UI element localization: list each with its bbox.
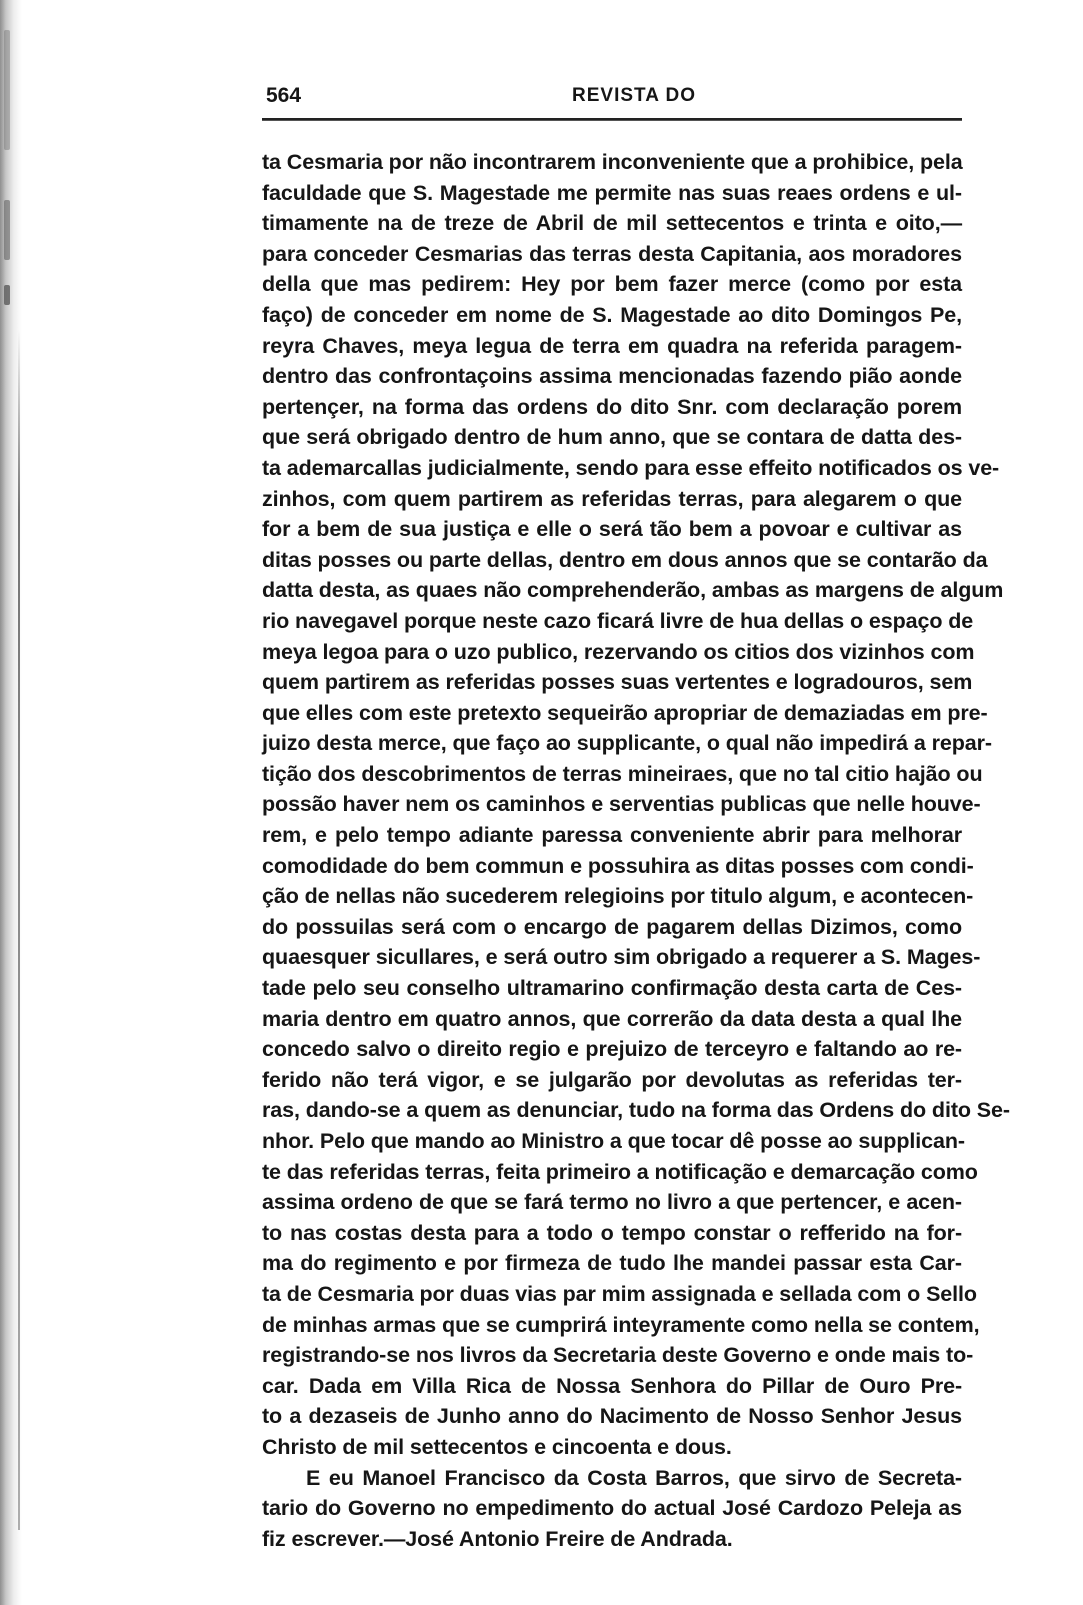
text-line: comodidade do bem commun e possuhira as ditas posses com condi-: [262, 853, 974, 878]
text-line: ras, dando-se a quem as denunciar, tudo na forma das Ordens do dito Se-: [262, 1098, 1010, 1123]
scan-edge-mark: [4, 30, 10, 150]
text-line: nhor. Pelo que mando ao Ministro a que tocar dê posse ao supplican-: [262, 1129, 965, 1153]
text-line: maria dentro em quatro annos, que correrão da data desta a qual lhe: [262, 1006, 962, 1031]
text-line: juizo desta merce, que faço ao supplicante, o qual não impedirá a repar-: [262, 731, 992, 756]
body-text: [262, 147, 1010, 1554]
text-line: ta ademarcallas judicialmente, sendo para esse effeito notificados os ve-: [262, 455, 1000, 480]
text-line: della que mas pedirem: Hey por bem fazer merce (como por esta: [262, 272, 962, 297]
text-line: ta Cesmaria por não incontrarem inconveniente que a prohibice, pela: [262, 150, 963, 174]
text-line: to nas costas desta para a todo o tempo constar o refferido na for-: [262, 1220, 962, 1245]
page-header: [262, 84, 972, 118]
document-page: [262, 84, 1010, 1554]
text-line: rio navegavel porque neste cazo ficará livre de hua dellas o espaço de: [262, 608, 974, 633]
text-line: timamente na de treze de Abril de mil settecentos e trinta e oito,—: [262, 211, 962, 236]
text-line: quaesquer sicullares, e será outro sim obrigado a requerer a S. Mages-: [262, 945, 981, 970]
text-line: rem, e pelo tempo adiante paressa conveniente abrir para melhorar: [262, 823, 962, 848]
text-line: concedo salvo o direito regio e prejuizo de terceyro e faltando ao re-: [262, 1037, 962, 1062]
text-line: que será obrigado dentro de hum anno, que se contara de datta des-: [262, 425, 962, 450]
text-line: do possuilas será com o encargo de pagarem dellas Dizimos, como: [262, 914, 962, 939]
text-line: quem partirem as referidas posses suas vertentes e logradouros, sem: [262, 670, 973, 695]
text-line: to a dezaseis de Junho anno do Nacimento de Nosso Senhor Jesus: [262, 1404, 962, 1429]
text-line: te das referidas terras, feita primeiro a notificação e demarcação como: [262, 1159, 978, 1184]
text-line: for a bem de sua justiça e elle o será tão bem a povoar e cultivar as: [262, 517, 962, 542]
text-line: assima ordeno de que se fará termo no livro a que pertencer, e acen-: [262, 1190, 962, 1215]
running-title: REVISTA DO: [572, 85, 697, 106]
scan-edge-mark: [4, 285, 10, 305]
text-line: dentro das confrontaçoins assima mencionadas fazendo pião aonde: [262, 364, 962, 389]
scan-gutter-shadow: [0, 0, 22, 1605]
text-line: tario do Governo no empedimento do actual José Cardozo Peleja as: [262, 1496, 962, 1521]
text-line: faculdade que S. Magestade me permite nas suas reaes ordens e ul-: [262, 180, 962, 205]
paragraph-1: [262, 147, 1010, 1463]
header-rule: [262, 118, 962, 121]
text-line: E eu Manoel Francisco da Costa Barros, que sirvo de Secreta-: [306, 1465, 962, 1490]
text-line: car. Dada em Villa Rica de Nossa Senhora do Pillar de Ouro Pre-: [262, 1373, 962, 1398]
text-line: ferido não terá vigor, e se julgarão por devolutas as referidas ter-: [262, 1067, 962, 1092]
text-line: registrando-se nos livros da Secretaria deste Governo e onde mais to-: [262, 1343, 974, 1368]
text-line: ma do regimento e por firmeza de tudo lhe mandei passar esta Car-: [262, 1251, 962, 1276]
text-line: fiz escrever.—José Antonio Freire de Andrada.: [262, 1526, 733, 1551]
scan-edge-line: [18, 330, 20, 1530]
scan-edge-mark: [4, 200, 10, 260]
text-line: reyra Chaves, meya legua de terra em quadra na referida paragem-: [262, 333, 962, 358]
text-line: ta de Cesmaria por duas vias par mim assignada e sellada com o Sello: [262, 1281, 977, 1306]
text-line: ção de nellas não sucederem relegioins por titulo algum, e acontecen-: [262, 884, 974, 909]
text-line: faço) de conceder em nome de S. Magestade ao dito Domingos Pe,: [262, 302, 962, 327]
text-line: tade pelo seu conselho ultramarino confirmação desta carta de Ces-: [262, 976, 962, 1001]
text-line: meya legoa para o uzo publico, rezervando os citios dos vizinhos com: [262, 639, 975, 664]
text-line: para conceder Cesmarias das terras desta Capitania, aos moradores: [262, 241, 962, 266]
text-line: possão haver nem os caminhos e serventias publicas que nelle houve-: [262, 792, 981, 817]
text-line: tição dos descobrimentos de terras mineiraes, que no tal citio hajão ou: [262, 761, 983, 786]
page-number: 564: [266, 84, 302, 107]
text-line: zinhos, com quem partirem as referidas terras, para alegarem o que: [262, 486, 962, 511]
text-line: de minhas armas que se cumprirá inteyramente como nella se contem,: [262, 1312, 980, 1337]
text-line: datta desta, as quaes não comprehenderão, ambas as margens de algum: [262, 578, 1004, 603]
text-line: pertençer, na forma das ordens do dito Snr. com declaração porem: [262, 394, 962, 419]
text-line: Christo de mil settecentos e cincoenta e dous.: [262, 1434, 732, 1459]
paragraph-2: [262, 1463, 962, 1555]
text-line: que elles com este pretexto sequeirão apropriar de demaziadas em pre-: [262, 700, 988, 725]
text-line: ditas posses ou parte dellas, dentro em dous annos que se contarão da: [262, 547, 988, 572]
